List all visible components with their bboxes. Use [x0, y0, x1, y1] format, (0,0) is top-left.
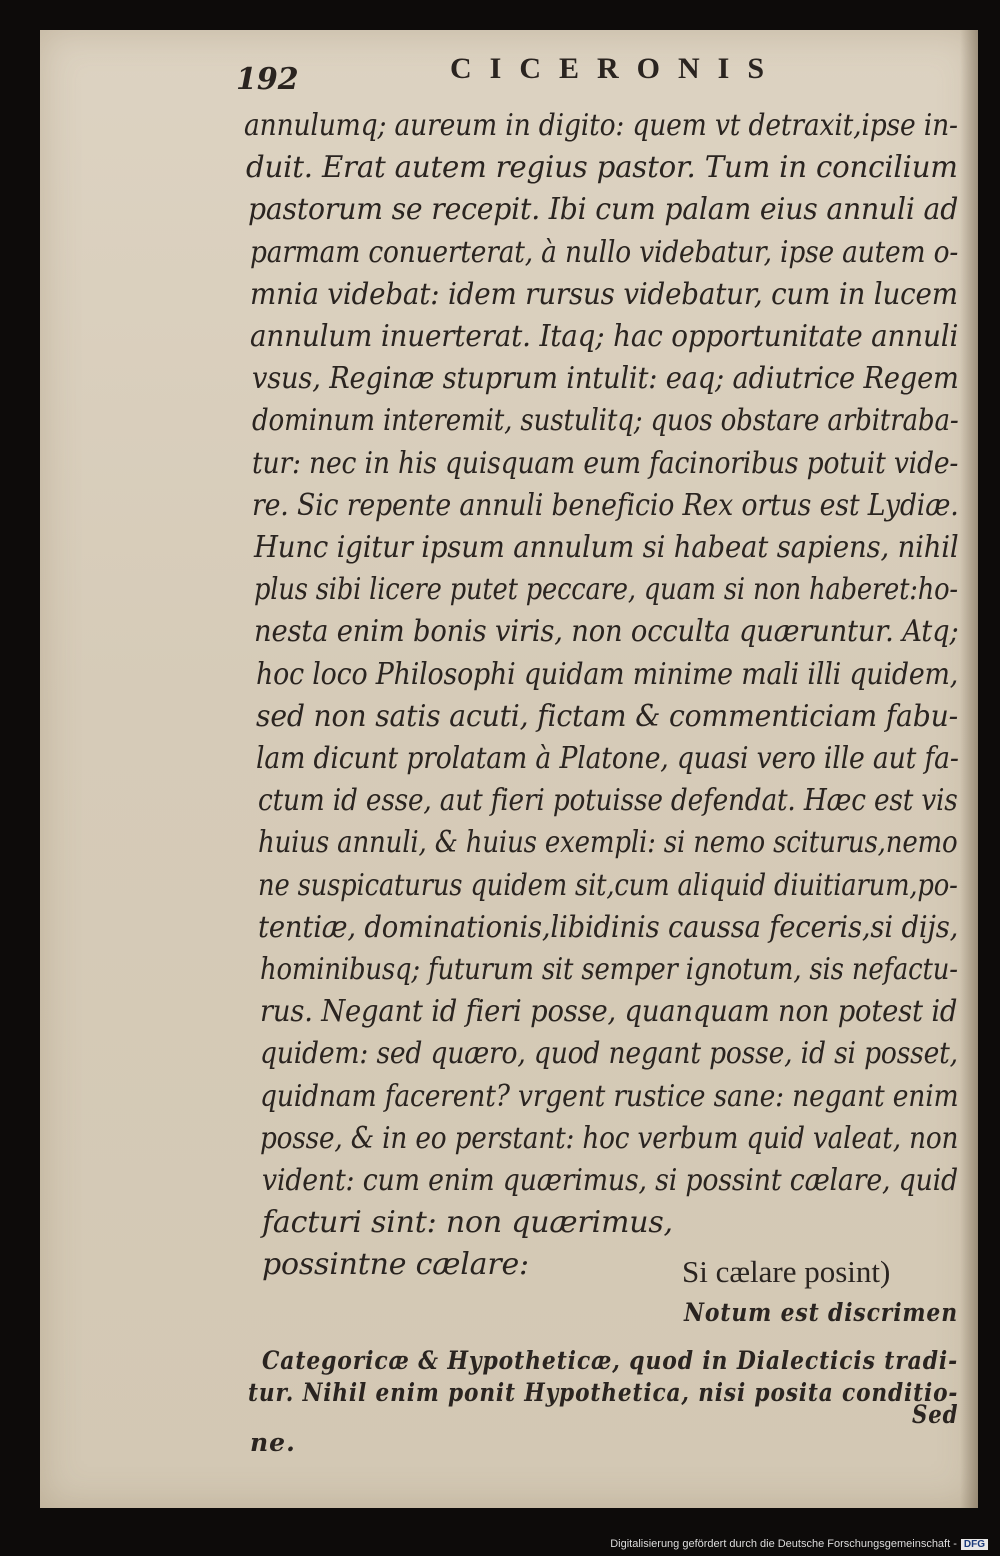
body-line: possintne cælare:	[262, 1247, 529, 1283]
running-head: CICERONIS	[450, 52, 783, 85]
sidenote: Si cælare posint)	[682, 1254, 891, 1289]
body-line: tentiæ, dominationis,libidinis caussa feceris,si dijs,	[258, 909, 959, 945]
body-line: lam dicunt prolatam à Platone, quasi vero ille aut fa-	[256, 741, 959, 776]
body-line: quidem: sed quæro, quod negant posse, id si posset,	[260, 1036, 958, 1072]
body-line: mnia videbat: idem rursus videbatur, cum in lucem	[250, 276, 958, 312]
body-line: hominibusq; futurum sit semper ignotum, sis nefactu-	[260, 952, 958, 987]
body-line: rus. Negant id fieri posse, quanquam non potest id	[260, 994, 958, 1030]
body-line: ctum id esse, aut fieri potuisse defendat. Hæc est vis	[258, 783, 958, 819]
body-line: parmam conuerterat, à nullo videbatur, ipse autem o-	[250, 234, 959, 270]
note-line: tur. Nihil enim ponit Hypothetica, nisi posita conditio-	[248, 1378, 959, 1407]
body-line: pastorum se recepit. Ibi cum palam eius annuli ad	[248, 192, 959, 228]
note-line: Categoricæ & Hypotheticæ, quod in Dialecticis tradi-	[262, 1346, 959, 1375]
body-line: hoc loco Philosophi quidam minime mali illi quidem,	[256, 656, 959, 692]
body-line: plus sibi licere putet peccare, quam si non haberet:ho-	[254, 572, 958, 608]
body-line: vsus, Reginæ stuprum intulit: eaq; adiutrice Regem	[252, 361, 959, 397]
body-line: huius annuli, & huius exempli: si nemo sciturus,nemo	[258, 825, 958, 861]
body-line: annulumq; aureum in digito: quem vt detraxit,ipse in-	[244, 108, 958, 143]
note-line: Notum est discrimen	[684, 1298, 958, 1327]
note-line: Sed	[912, 1400, 959, 1429]
body-line: tur: nec in his quisquam eum facinoribus potuit vide-	[252, 445, 959, 481]
digitization-credit	[610, 1538, 988, 1550]
dfg-logo: DFG	[961, 1539, 988, 1550]
body-line: vident: cum enim quærimus, si possint cælare, quid	[262, 1163, 958, 1198]
body-line: dominum interemit, sustulitq; quos obstare arbitraba-	[252, 403, 959, 439]
credit-text: Digitalisierung gefördert durch die Deutsche Forschungsgemeinschaft -	[610, 1538, 957, 1550]
body-line: duit. Erat autem regius pastor. Tum in concilium	[246, 150, 958, 186]
body-line: quidnam facerent? vrgent rustice sane: negant enim	[260, 1078, 959, 1114]
note-line: ne.	[250, 1428, 296, 1457]
page-number: 192	[236, 62, 299, 97]
body-line: re. Sic repente annuli beneficio Rex ortus est Lydiæ.	[252, 487, 959, 523]
body-line: ne suspicaturus quidem sit,cum aliquid diuitiarum,po-	[258, 867, 958, 903]
body-line: annulum inuerterat. Itaq; hac opportunitate annuli	[250, 319, 959, 354]
body-line: Hunc igitur ipsum annulum si habeat sapiens, nihil	[254, 530, 959, 565]
body-line: sed non satis acuti, fictam & commenticiam fabu-	[256, 698, 958, 734]
body-line: posse, & in eo perstant: hoc verbum quid valeat, non	[260, 1120, 959, 1156]
body-line: facturi sint: non quærimus,	[262, 1205, 673, 1241]
body-line: nesta enim bonis viris, non occulta quæruntur. Atq;	[254, 614, 959, 650]
